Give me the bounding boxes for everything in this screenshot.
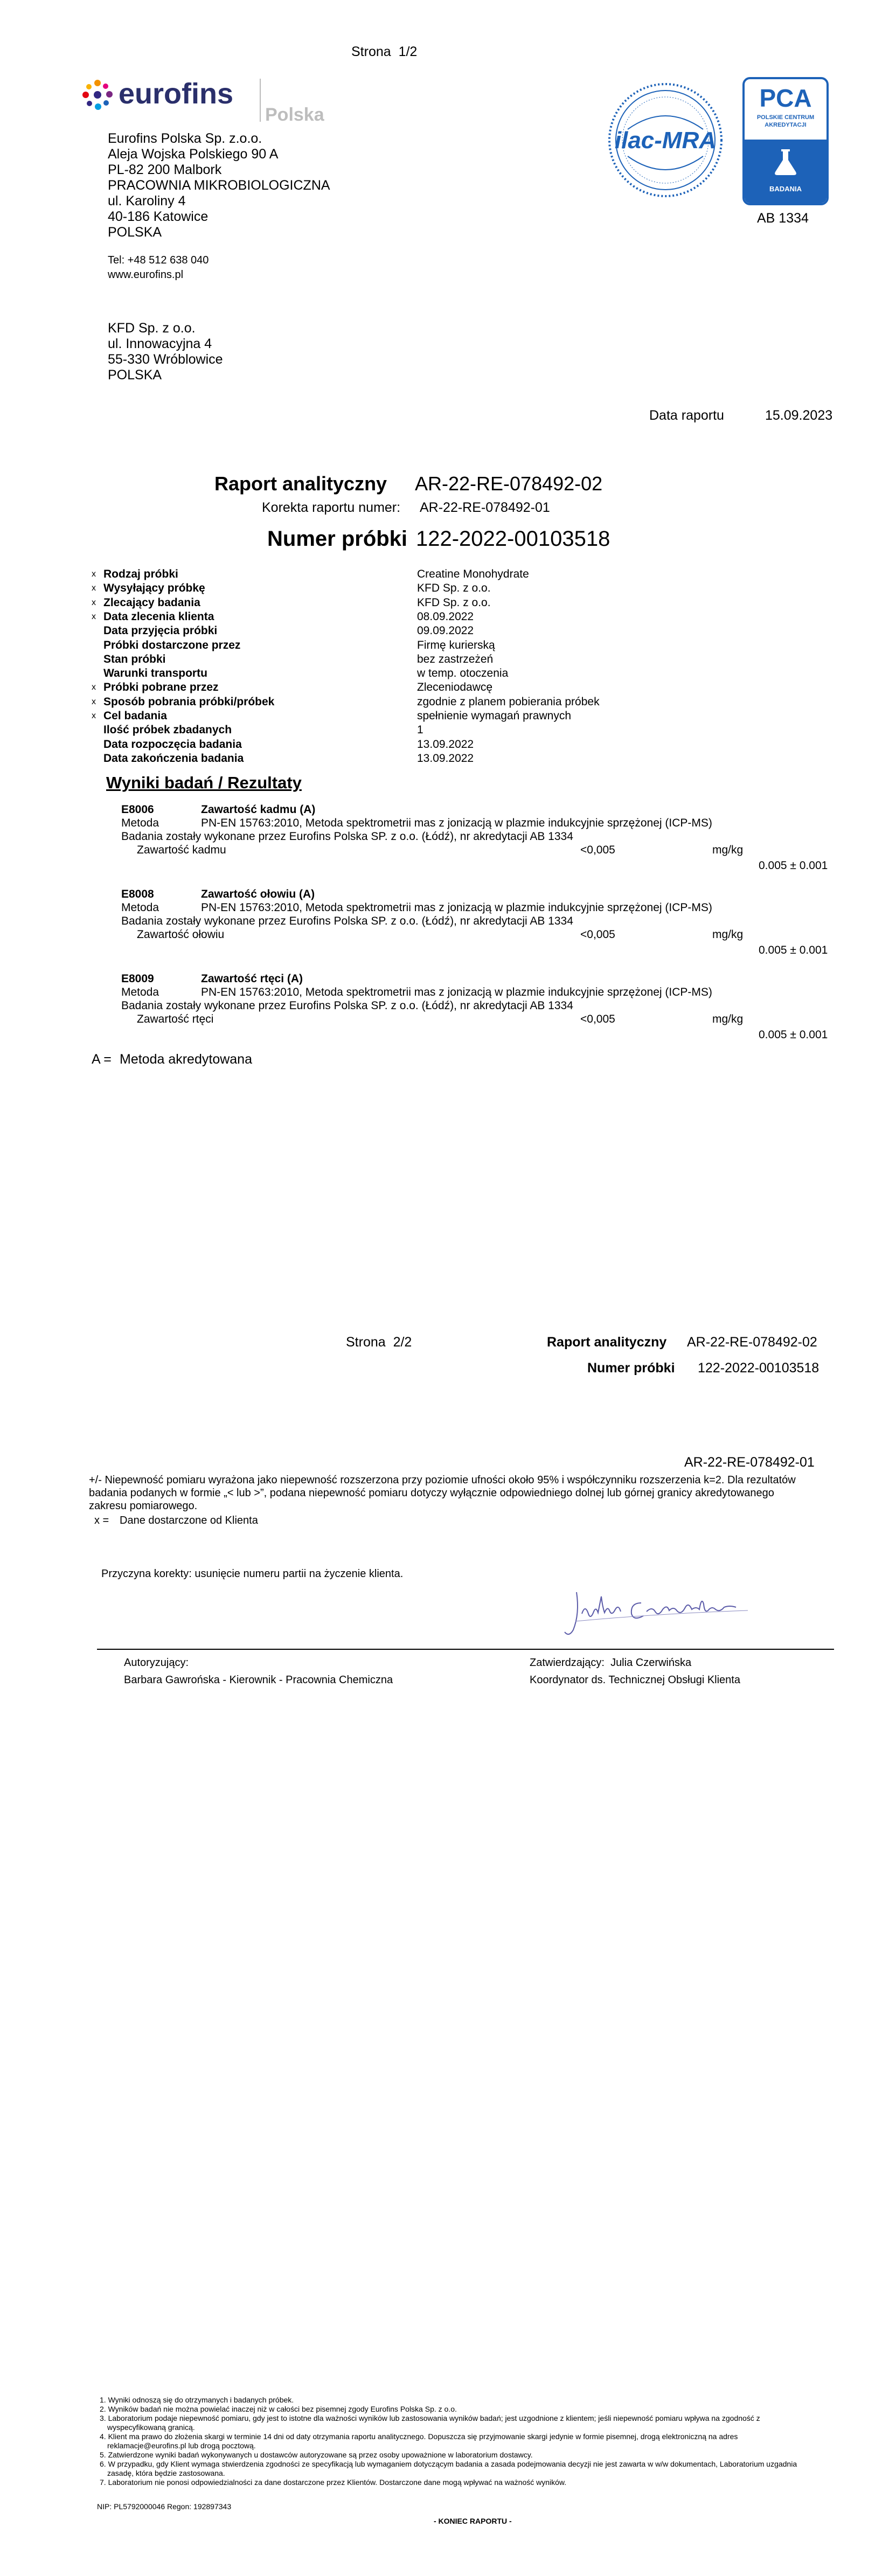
sample-info-row [92,567,846,581]
approving-label: Zatwierdzający: Julia Czerwińska [530,1657,692,1669]
sample-info-value: KFD Sp. z o.o. [417,596,491,609]
client-data-mark: x [92,711,96,720]
result-name: Zawartość ołowiu (A) [201,888,315,900]
sample-info-label: Data zlecenia klienta [103,610,214,623]
sample-info-row [92,681,846,695]
p2-sample-label: Numer próbki [587,1360,675,1376]
sample-info-label: Rodzaj próbki [103,568,178,580]
results-heading: Wyniki badań / Rezultaty [106,773,302,792]
sample-info-row [92,738,846,752]
signature-divider [97,1649,834,1650]
correction-reason: Przyczyna korekty: usunięcie numeru partii na życzenie klienta. [101,1568,404,1580]
client-data-text: Dane dostarczone od Klienta [120,1515,258,1526]
result-parameter: Zawartość rtęci [137,1013,214,1025]
lab-phone: Tel: +48 512 638 040 [108,254,209,266]
sample-info-value: Creatine Monohydrate [417,568,529,580]
pca-logo: PCA POLSKIE CENTRUM AKREDYTACJI BADANIA [742,77,829,205]
sample-info-row [92,652,846,666]
result-uncertainty: 0.005 ± 0.001 [759,859,828,872]
sample-label: Numer próbki [267,527,408,551]
client-data-key: x = [94,1515,109,1526]
sample-info-label: Próbki dostarczone przez [103,638,241,651]
client-data-mark: x [92,570,96,579]
sample-info-value: spełnienie wymagań prawnych [417,710,571,722]
sample-info-label: Próbki pobrane przez [103,681,219,694]
sample-info-row [92,723,846,737]
result-method: PN-EN 15763:2010, Metoda spektrometrii mas z jonizacją w plazmie indukcyjnie sprzężonej (ICP-MS) [201,817,712,829]
sample-info-value: w temp. otoczenia [417,667,509,680]
sample-number: 122-2022-00103518 [416,527,610,551]
result-block [0,803,889,887]
sample-info-value: Firmę kurierską [417,638,495,651]
signature-image [560,1581,765,1641]
sample-info-label: Data przyjęcia próbki [103,624,218,637]
sample-info-label: Data rozpoczęcia badania [103,738,242,751]
result-parameter: Zawartość ołowiu [137,928,225,941]
sample-info-row [92,610,846,624]
sample-info-label: Wysyłający próbkę [103,582,205,595]
correction-label: Korekta raportu numer: [262,500,401,515]
result-method: PN-EN 15763:2010, Metoda spektrometrii mas z jonizacją w plazmie indukcyjnie sprzężonej (ICP-MS) [201,901,712,914]
nip-regon: NIP: PL5792000046 Regon: 192897343 [97,2502,232,2511]
result-uncertainty: 0.005 ± 0.001 [759,944,828,956]
sample-info-label: Warunki transportu [103,667,207,680]
result-block [0,972,889,1057]
sample-info-label: Ilość próbek zbadanych [103,724,232,737]
result-value: <0,005 [580,1013,615,1025]
sub-brand: Polska [265,105,324,125]
eurofins-dots-icon [81,79,114,115]
correction-number: AR-22-RE-078492-01 [420,500,550,515]
sample-info-value: KFD Sp. z o.o. [417,582,491,595]
end-of-report: - KONIEC RAPORTU - [434,2517,512,2525]
sample-info-value: Zleceniodawcę [417,681,493,694]
sample-info-row [92,638,846,652]
client-data-mark: x [92,612,96,621]
authorizing-name: Barbara Gawrońska - Kierownik - Pracownia Chemiczna [124,1674,393,1686]
result-method: PN-EN 15763:2010, Metoda spektrometrii mas z jonizacją w plazmie indukcyjnie sprzężonej (ICP-MS) [201,986,712,998]
sample-info-label: Zlecający badania [103,596,200,609]
sample-info-value: zgodnie z planem pobierania próbek [417,695,600,708]
sample-info-row [92,666,846,681]
client-data-mark: x [92,584,96,593]
eurofins-logo [81,77,324,125]
sample-info-value: 09.09.2022 [417,624,474,637]
client-data-mark: x [92,697,96,706]
p2-report-number: AR-22-RE-078492-02 [687,1335,817,1350]
report-date-label: Data raportu [649,408,724,423]
page-number-1: Strona 1/2 [351,44,418,59]
result-name: Zawartość rtęci (A) [201,973,303,985]
result-code: E8009 [121,973,154,985]
sample-info-row [92,581,846,595]
flask-icon [769,146,802,178]
sample-info-label: Sposób pobrania próbki/próbek [103,695,275,708]
ilac-mra-logo: ilac-MRA [606,81,725,199]
result-unit: mg/kg [712,1013,744,1025]
authorizing-label: Autoryzujący: [124,1657,189,1669]
result-code: E8006 [121,803,154,816]
sample-info-label: Cel badania [103,710,167,722]
result-note: Badania zostały wykonane przez Eurofins Polska SP. z o.o. (Łódź), nr akredytacji AB 1334 [121,830,573,843]
result-value: <0,005 [580,844,615,856]
sample-info-value: bez zastrzeżeń [417,652,494,665]
client-data-mark: x [92,598,96,607]
result-method-label: Metoda [121,986,159,998]
footnotes: 1. Wyniki odnoszą się do otrzymanych i badanych próbek. 2. Wyników badań nie można powielać inaczej niż w całości bez pisemnej zgody Eurofins Polska Sp. z o.o. 3. Laboratorium podaje niepewność pomiaru, gdy jest to istotne dla ważności wyników lub zastosowania wyników badań; jest uzgodnione z klientem; jeśli niepewność pomiaru wpływa na zgodność z wyspecyfikowaną granicą. 4. Klient ma prawo do złożenia skargi w terminie 14 dni od daty otrzymania raportu analitycznego. Dopuszcza się przyjmowanie skargi jedynie w formie pisemnej, drogą elektroniczną na adres reklamacje@eurofins.pl lub drogą pocztową. 5. Zatwierdzone wyniki badań wykonywanych u dostawców autoryzowane są przez osoby upoważnione w laboratorium dostawcy. 6. W przypadku, gdy Klient wymaga stwierdzenia zgodności ze specyfikacją lub wymaganiem dotyczącym badania a zasada podejmowania decyzji nie jest zawarta w w/w dokumentach, Laboratorium uzgadnia zasadę, która będzie zastosowana. 7. Laboratorium nie ponosi odpowiedzialności za dane dostarczone przez Klientów. Dostarczone dane mogą wpływać na ważność wyników. [100,2396,797,2487]
sample-info-value: 13.09.2022 [417,738,474,751]
result-note: Badania zostały wykonane przez Eurofins Polska SP. z o.o. (Łódź), nr akredytacji AB 1334 [121,999,573,1012]
sample-info-row [92,709,846,723]
lab-website: www.eurofins.pl [108,269,184,281]
signature [560,1581,765,1641]
result-code: E8008 [121,888,154,900]
uncertainty-note: +/- Niepewność pomiaru wyrażona jako niepewność rozszerzona przy poziomie ufności około 95% i współczynniku rozszerzenia k=2. Dla rezultatów badania podanych w formie „< lub >”, podana niepewność pomiaru dotyczy wyłącznie odpowiedniego dolnej lub górnej granicy akredytowanego zakresu pomiarowego. [89,1474,796,1512]
previous-report-number: AR-22-RE-078492-01 [684,1455,815,1470]
client-data-mark: x [92,683,96,692]
result-uncertainty: 0.005 ± 0.001 [759,1029,828,1041]
approving-role: Koordynator ds. Technicznej Obsługi Klienta [530,1674,740,1686]
sample-info-row [92,752,846,766]
page-number-2: Strona 2/2 [346,1335,412,1350]
report-title-label: Raport analityczny [214,473,387,495]
result-unit: mg/kg [712,844,744,856]
legend-text: Metoda akredytowana [120,1052,252,1067]
result-note: Badania zostały wykonane przez Eurofins Polska SP. z o.o. (Łódź), nr akredytacji AB 1334 [121,915,573,927]
accreditation-number: AB 1334 [757,211,809,226]
result-method-label: Metoda [121,901,159,914]
result-unit: mg/kg [712,928,744,941]
p2-sample-number: 122-2022-00103518 [698,1360,819,1376]
sample-info-label: Stan próbki [103,652,166,665]
p2-report-title-label: Raport analityczny [547,1335,667,1350]
sample-info-row [92,624,846,638]
result-parameter: Zawartość kadmu [137,844,226,856]
sample-info-row [92,596,846,610]
sample-info-row [92,695,846,709]
legend-key: A = [92,1052,112,1067]
brand-name: eurofins [119,78,234,110]
sample-info-value: 1 [417,724,423,737]
result-name: Zawartość kadmu (A) [201,803,316,816]
result-value: <0,005 [580,928,615,941]
report-date: 15.09.2023 [765,408,833,423]
result-method-label: Metoda [121,817,159,829]
sample-info-value: 13.09.2022 [417,752,474,765]
result-block [0,887,889,972]
report-number: AR-22-RE-078492-02 [415,473,603,495]
logo-divider [260,79,261,122]
lab-address: Eurofins Polska Sp. z.o.o. Aleja Wojska Polskiego 90 A PL-82 200 Malbork PRACOWNIA MIKROBIOLOGICZNA ul. Karoliny 4 40-186 Katowice POLSKA [108,131,330,240]
sample-info-label: Data zakończenia badania [103,752,244,765]
client-address: KFD Sp. z o.o. ul. Innowacyjna 4 55-330 Wróblowice POLSKA [108,321,223,383]
sample-info-value: 08.09.2022 [417,610,474,623]
